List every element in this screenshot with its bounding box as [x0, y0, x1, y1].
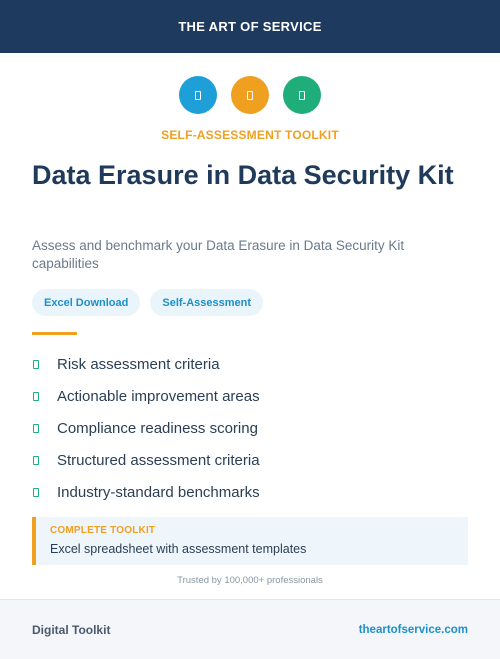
page-subtitle: Assess and benchmark your Data Erasure in Data Security Kit capabilities [32, 238, 405, 271]
footer-label: Digital Toolkit [32, 622, 111, 637]
feature-item [32, 476, 472, 508]
kicker-label: SELF-ASSESSMENT TOOLKIT [161, 128, 339, 142]
feature-item [32, 348, 472, 380]
trust-note: Trusted by 100,000+ professionals [177, 575, 323, 586]
feature-text: Industry-standard benchmarks [57, 483, 260, 501]
tag-self-assessment: Self-Assessment [150, 289, 263, 316]
check-icon [33, 456, 39, 465]
callout-text: Excel spreadsheet with assessment templates [50, 542, 307, 556]
document-icon [179, 76, 217, 114]
check-icon [33, 424, 39, 433]
check-icon [33, 360, 39, 369]
document-icon [283, 76, 321, 114]
tag-excel-download: Excel Download [32, 289, 140, 316]
feature-text: Risk assessment criteria [57, 355, 220, 373]
icon-row [0, 76, 500, 114]
feature-item [32, 412, 472, 444]
check-icon [33, 392, 39, 401]
feature-text: Structured assessment criteria [57, 451, 260, 469]
brand-name: THE ART OF SERVICE [178, 19, 322, 34]
feature-item [32, 444, 472, 476]
page-title: Data Erasure in Data Security Kit [32, 160, 454, 190]
tag-list [32, 289, 263, 316]
feature-item [32, 380, 472, 412]
header-bar [0, 0, 500, 53]
accent-divider [32, 332, 77, 335]
feature-text: Compliance readiness scoring [57, 419, 258, 437]
footer-bar [0, 599, 500, 659]
toolkit-callout [32, 517, 468, 565]
feature-list [32, 348, 472, 508]
document-icon [231, 76, 269, 114]
website-link[interactable]: theartofservice.com [358, 623, 468, 636]
check-icon [33, 488, 39, 497]
feature-text: Actionable improvement areas [57, 387, 260, 405]
callout-label: COMPLETE TOOLKIT [50, 525, 156, 536]
